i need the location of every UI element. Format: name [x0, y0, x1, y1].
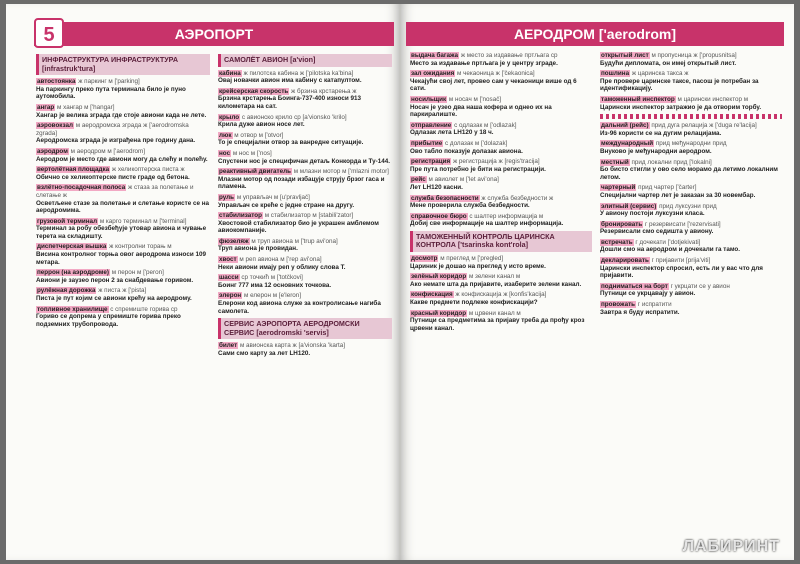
translation: ср точкић м ['totčkovi]	[241, 274, 303, 282]
translation: с одлазак м ['odlazak]	[454, 121, 517, 129]
translation: с спремиште горива ср	[110, 305, 178, 313]
translation: м чекаоница ж ['čekaonica]	[457, 70, 535, 78]
dictionary-entry	[410, 213, 592, 228]
headword: билет	[219, 342, 238, 350]
headword: встречать	[601, 238, 633, 246]
example-sentence: Из-96 користи се на дугим релацијама.	[600, 129, 722, 137]
headword: стабилизатор	[219, 212, 262, 220]
example-sentence: Цариник је дошао на преглед у исто време.	[410, 262, 546, 270]
translation: с авионско крило ср [a'vionsko 'krilo]	[241, 113, 347, 121]
example-sentence: Обично се хеликоптерске писте граде од бетона.	[36, 173, 190, 181]
headword: международный	[601, 140, 654, 148]
dictionary-entry	[36, 184, 210, 214]
headword: рейс	[411, 176, 426, 184]
dictionary-entry	[36, 269, 210, 284]
headword: пошлина	[601, 70, 630, 78]
example-sentence: Неки авиони имају реп у облику слова Т.	[218, 263, 346, 271]
headword: элерон	[219, 292, 242, 300]
right-page	[400, 4, 794, 560]
example-sentence: Брзина крстарења Боинга-737-400 износи 913 километара на сат.	[218, 95, 362, 110]
headword: таможенный инспектор	[601, 95, 675, 103]
headword: прибытие	[411, 139, 443, 147]
dictionary-entry	[600, 203, 782, 218]
headword: аэродром	[37, 147, 68, 155]
translation: м аеродром м ['aerodrom]	[70, 147, 146, 155]
left-page-title: АЭРОПОРТ	[34, 22, 394, 46]
dictionary-entry	[600, 70, 782, 93]
dictionary-entry	[600, 239, 782, 254]
headword: зал ожидания	[411, 70, 455, 78]
translation: прид чартер ['čarter]	[638, 184, 697, 192]
example-sentence: Какве предмети подлеже конфискацији?	[410, 299, 538, 307]
example-sentence: Аеродромска зграда је изграђена пре годину дана.	[36, 137, 196, 145]
translation: м перон м ['peron]	[111, 269, 164, 277]
translation: м реп авиона м ['rep avi'ona]	[239, 256, 322, 264]
dictionary-entry	[600, 122, 782, 137]
dictionary-entry	[218, 168, 392, 191]
headword: подниматься на борт	[601, 282, 668, 290]
headword: провожать	[601, 301, 636, 309]
translation: прид међународни прид	[655, 140, 727, 148]
dictionary-entry	[410, 291, 592, 306]
dictionary-entry	[218, 194, 392, 209]
dictionary-entry	[218, 150, 392, 165]
left-col-1	[36, 52, 210, 556]
translation: ж конфискација ж [konfis'kacija]	[455, 291, 547, 299]
dictionary-entry	[36, 104, 210, 119]
section-heading: САМОЛЁТ АВИОН [a'vion]	[218, 54, 392, 67]
right-col-2	[600, 52, 782, 556]
translation: ж писта ж ['pista]	[98, 287, 147, 295]
translation: с шалтер информација м	[469, 212, 544, 220]
example-sentence: Висина контролног торња овог аеродрома износи 109 метара.	[36, 251, 206, 266]
headword: служба безопасности	[411, 194, 479, 202]
dictionary-entry	[600, 257, 782, 280]
dictionary-entry	[600, 301, 782, 316]
example-sentence: У авиону постоји луксузни класа.	[600, 210, 705, 218]
dictionary-entry	[36, 122, 210, 145]
example-sentence: Добиј све информације на шалтер информација.	[410, 220, 564, 228]
example-sentence: Путници са предметима за пријаву треба да прођу кроз црвени канал.	[410, 317, 585, 332]
translation: м царински инспектор м	[677, 95, 749, 103]
dictionary-entry	[218, 238, 392, 253]
example-sentence: Хвостовой стабилизатор био је украшен амблемом авиокомпаније.	[218, 219, 379, 235]
example-sentence: Елерони код авиона служе за контролисање нагиба самолета.	[218, 300, 381, 315]
example-sentence: Завтра я буду испратити.	[600, 308, 680, 316]
dictionary-entry	[36, 78, 210, 101]
dictionary-entry	[410, 122, 592, 137]
headword: элитный (сервис)	[601, 202, 657, 210]
translation: м пропусница ж ['propusnitsa]	[651, 52, 737, 59]
headword: отправление	[411, 121, 452, 129]
left-col-2	[218, 52, 392, 556]
headword: бронировать	[601, 220, 643, 228]
translation: м управљач м [u'pravljač]	[236, 193, 310, 201]
dictionary-entry	[36, 148, 210, 163]
example-sentence: Хангар је велика зграда где стоје авиони када не лете.	[36, 111, 207, 119]
example-sentence: Писта је пут којим се авиони крећу на аеродрому.	[36, 295, 192, 303]
headword: дальний (рейс)	[601, 122, 649, 130]
dictionary-entry	[600, 52, 782, 67]
translation: м труп авиона м ['trup avi'ona]	[251, 237, 338, 245]
headword: зелёный коридор	[411, 273, 467, 281]
headword: топливное хранилище	[37, 305, 108, 313]
translation: ж пилотска кабина ж ['pilotska ka'bina]	[243, 69, 354, 77]
translation: прид локални прид ['lokalni]	[631, 158, 712, 166]
translation: м млазни мотор м ['mlazni motor]	[293, 168, 389, 176]
translation: ж хеликоптерска писта ж	[111, 166, 185, 174]
section-heading: ИНФРАСТРУКТУРА ИНФРАСТРУКТУРА [infrastruk'tura]	[36, 54, 210, 75]
translation: г укрцати се у авион	[670, 282, 730, 290]
translation: ж царинска такса ж	[631, 70, 689, 78]
example-sentence: Крила дуже авион носе лет.	[218, 121, 305, 129]
example-sentence: Овај новачки авион има кабину с катапултом.	[218, 77, 362, 85]
headword: крейсерская скорость	[219, 87, 289, 95]
dictionary-entry	[218, 256, 392, 271]
example-sentence: Специјални чартер лет је заказан за 30 новембар.	[600, 191, 756, 199]
example-sentence: Осветљене стазе за полетање и слетање користе се на аеродромима.	[36, 199, 210, 215]
translation: м носач м ['nosač]	[448, 95, 502, 103]
headword: фюзеляж	[219, 237, 249, 245]
dictionary-entry	[218, 292, 392, 315]
example-sentence: Чекајући свој лет, провео сам у чекаоници више од 6 сати.	[410, 77, 577, 93]
example-sentence: Спустени нос је специфичан детаљ Конкорда и Ту-144.	[218, 157, 390, 165]
dictionary-entry	[218, 70, 392, 85]
example-sentence: Лет LH120 касни.	[410, 183, 463, 191]
example-sentence: Боинг 777 има 12 основних точкова.	[218, 281, 332, 289]
example-sentence: Внуково је међународни аеродром.	[600, 147, 712, 155]
headword: шасси	[219, 274, 239, 282]
translation: м елерон м [e'leron]	[244, 292, 302, 300]
right-page-title: АЕРОДРОМ ['aerodrom]	[406, 22, 784, 46]
translation: с долазак м ['dolazak]	[445, 139, 508, 147]
headword: руль	[219, 193, 235, 201]
headword: хвост	[219, 256, 237, 264]
dictionary-entry	[600, 140, 782, 155]
example-sentence: Ако немате шта да пријавите, изаберите зелени канал.	[410, 280, 582, 288]
right-columns	[410, 52, 782, 556]
dictionary-entry	[600, 221, 782, 236]
example-sentence: Одлазак лета LH120 у 18 ч.	[410, 129, 494, 137]
headword: местный	[601, 158, 629, 166]
translation: ж стаза за полетање и слетање ж	[36, 184, 194, 199]
dictionary-entry	[600, 184, 782, 199]
headword: грузовой терминал	[37, 217, 98, 225]
headword: ангар	[37, 103, 55, 111]
translation: ж место за издавање пртљага ср	[460, 52, 558, 59]
translation: м стабилизатор м [stabili'zator]	[264, 212, 354, 220]
section-heading: СЕРВИС АЭРОПОРТА АЕРОДРОМСКИ СЕРВИС [aerodromski 'servis]	[218, 318, 392, 339]
right-col-1	[410, 52, 592, 556]
headword: досмотр	[411, 255, 438, 263]
example-sentence: Место за издавање пртљага је у центру зграде.	[410, 59, 558, 67]
dictionary-entry	[36, 243, 210, 266]
translation: г пријавити [prija'viti]	[651, 257, 711, 265]
headword: реактивный двигатель	[219, 168, 291, 176]
dictionary-entry	[600, 159, 782, 182]
example-sentence: Пре пута потребно је бити на регистрацији.	[410, 165, 546, 173]
translation: м хангар м ['hangar]	[57, 103, 115, 111]
headword: выдача багажа	[411, 52, 459, 59]
left-columns	[36, 52, 392, 556]
left-page	[6, 4, 400, 560]
example-sentence: Царински инспектор затражио је да отворим торбу.	[600, 103, 762, 111]
dictionary-entry	[410, 96, 592, 119]
example-sentence: То је специјални отвор за ванредне ситуације.	[218, 139, 364, 147]
headword: декларировать	[601, 257, 649, 265]
dictionary-entry	[36, 287, 210, 302]
translation: прид дуга релација ж ['duga re'lacija]	[651, 122, 757, 130]
dictionary-entry	[600, 283, 782, 298]
example-sentence: Будући дипломата, он имеј открытый лист.	[600, 59, 737, 67]
dictionary-entry	[410, 273, 592, 288]
book-spread	[6, 4, 794, 560]
example-sentence: Дошли смо на аеродром и дочекали га тамо.	[600, 246, 741, 254]
translation: ж паркинг м ['parking]	[78, 78, 140, 86]
dictionary-entry	[218, 114, 392, 129]
headword: конфискация	[411, 291, 453, 299]
dictionary-entry	[218, 88, 392, 111]
headword: перрон (на аэродроме)	[37, 269, 110, 277]
translation: м црвени канал м	[468, 309, 521, 317]
dictionary-entry	[410, 158, 592, 173]
translation: ж брзина крстарења ж	[291, 87, 357, 95]
dictionary-entry	[218, 342, 392, 357]
dictionary-entry	[410, 195, 592, 210]
example-sentence: Аеродром је место где авиони могу да слећу и полећу.	[36, 155, 208, 163]
section-heading: ТАМОЖЕННЫЙ КОНТРОЛЬ ЦАРИНСКА КОНТРОЛА ['tsarinska kont'rola]	[410, 231, 592, 252]
dictionary-entry	[218, 212, 392, 235]
example-sentence: Мене проверила служба безбедности.	[410, 202, 530, 210]
example-sentence: Труп авиона је провидан.	[218, 245, 298, 253]
watermark: ЛАБИРИНТ	[682, 538, 780, 555]
example-sentence: Носач је узео два наша кофера и однео их на паркиралиште.	[410, 103, 552, 119]
headword: автостоянка	[37, 78, 76, 86]
dictionary-entry	[410, 140, 592, 155]
dictionary-entry	[410, 176, 592, 191]
translation: м зелени канал м	[468, 273, 521, 281]
headword: справочное бюро	[411, 212, 467, 220]
example-sentence: Терминал за робу обезбеђује утовар авиона и чување терета на складишту.	[36, 225, 207, 240]
dictionary-entry	[36, 218, 210, 241]
example-sentence: Резервисали смо седишта у авиону.	[600, 228, 714, 236]
divider	[600, 114, 782, 119]
translation: м нос м ['nos]	[232, 149, 272, 157]
translation: прид луксузни прид	[659, 202, 717, 210]
example-sentence: Сами смо карту за лет LH120.	[218, 350, 311, 357]
headword: люк	[219, 131, 232, 139]
example-sentence: Ово табло показује долазак авиона.	[410, 147, 523, 155]
example-sentence: Авиони је заузео перон 2 за снабдевање горивом.	[36, 276, 194, 284]
headword: красный коридор	[411, 309, 467, 317]
translation: г дочекати ['dotjekivati]	[635, 238, 701, 246]
example-sentence: Управљач се креће с једне стране на другу.	[218, 201, 355, 209]
headword: чартерный	[601, 184, 636, 192]
headword: вертолётная площадка	[37, 166, 110, 174]
translation: ж регистрација ж [regis'tracija]	[452, 158, 540, 166]
dictionary-entry	[36, 306, 210, 329]
translation: м аеродромска зграда ж ['aerodromska zgrada]	[36, 122, 189, 137]
dictionary-entry	[36, 166, 210, 181]
example-sentence: Бо бисто стигли у ово село морамо да летимо локалним летом.	[600, 166, 778, 181]
example-sentence: Млазни мотор од позади избацује струју брзог гаса и пламена.	[218, 175, 385, 191]
page-number: 5	[34, 18, 64, 48]
dictionary-entry	[600, 96, 782, 111]
headword: кабина	[219, 69, 241, 77]
translation: м карго терминал м ['terminal]	[99, 217, 187, 225]
translation: ж служба безбедности ж	[481, 194, 554, 202]
headword: открытый лист	[601, 52, 649, 59]
example-sentence: На паркингу преко пута терминала било је пуно аутомобила.	[36, 85, 186, 101]
headword: рулёжная дорожка	[37, 287, 96, 295]
translation: м авионска карта ж [a'vionska 'karta]	[239, 342, 345, 350]
dictionary-entry	[218, 132, 392, 147]
headword: носильщик	[411, 95, 447, 103]
headword: нос	[219, 149, 231, 157]
dictionary-entry	[410, 52, 592, 67]
example-sentence: Путници се укрцавају у авион.	[600, 290, 696, 298]
headword: взлётно-посадочная полоса	[37, 184, 126, 192]
dictionary-entry	[410, 255, 592, 270]
example-sentence: Гориво се допрема у спремиште горива преко подземних трубопровода.	[36, 313, 181, 328]
headword: регистрация	[411, 158, 451, 166]
dictionary-entry	[218, 274, 392, 289]
headword: крыло	[219, 113, 240, 121]
dictionary-entry	[410, 70, 592, 93]
headword: диспетчерская вышка	[37, 243, 107, 251]
translation: ж контролни торањ м	[109, 243, 172, 251]
translation: г резервисати ['rezervisati]	[644, 220, 721, 228]
translation: г испратити	[637, 301, 672, 309]
dictionary-entry	[410, 310, 592, 333]
translation: м преглед м ['pregled]	[440, 255, 504, 263]
example-sentence: Царински инспектор спросил, есть ли у вас что для пријавити.	[600, 264, 763, 280]
translation: м отвор м ['otvor]	[234, 131, 284, 139]
example-sentence: Пре проверe царинске таксе, пасош је потребан за идентификацију.	[600, 77, 759, 93]
headword: аэровокзал	[37, 122, 74, 130]
translation: м авиолет м ['let avi'ona]	[428, 176, 499, 184]
